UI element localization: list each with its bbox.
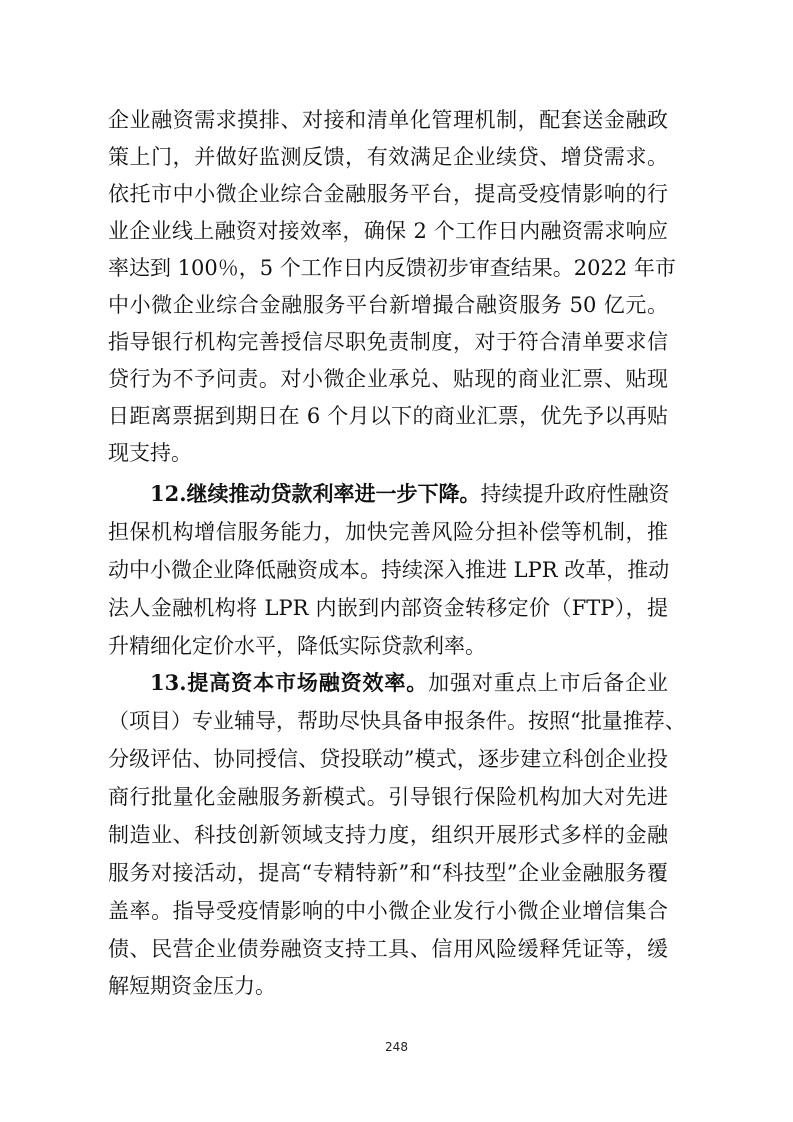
text-line: 盖率。指导受疫情影响的中小微企业发行小微企业增信集合 bbox=[108, 899, 668, 923]
text-line: 依托市中小微企业综合金融服务平台，提高受疫情影响的行 bbox=[108, 182, 668, 206]
text-line: （项目）专业辅导，帮助尽快具备申报条件。按照“批量推荐、 bbox=[108, 709, 686, 733]
text-line: 业企业线上融资对接效率，确保 2 个工作日内融资需求响应 bbox=[108, 219, 668, 243]
text-line: 现支持。 bbox=[108, 441, 192, 465]
text-line: 法人金融机构将 LPR 内嵌到内部资金转移定价（FTP），提 bbox=[108, 596, 668, 620]
section-13-heading-rest: 加强对重点上市后备企业 bbox=[428, 671, 668, 695]
text-line: 分级评估、协同授信、贷投联动”模式，逐步建立科创企业投 bbox=[108, 747, 668, 771]
text-line: 解短期资金压力。 bbox=[108, 974, 276, 998]
section-13-heading: 13.提高资本市场融资效率。 bbox=[150, 670, 429, 695]
text-line: 指导银行机构完善授信尽职免责制度，对于符合清单要求信 bbox=[108, 330, 668, 354]
section-12-first-line bbox=[150, 479, 668, 509]
text-line: 企业融资需求摸排、对接和清单化管理机制，配套送金融政 bbox=[108, 108, 668, 132]
text-line: 中小微企业综合金融服务平台新增撮合融资服务 50 亿元。 bbox=[108, 293, 668, 317]
text-line: 服务对接活动，提高“专精特新”和“科技型”企业金融服务覆 bbox=[108, 861, 668, 885]
text-line: 日距离票据到期日在 6 个月以下的商业汇票，优先予以再贴 bbox=[108, 404, 668, 428]
text-line: 商行批量化金融服务新模式。引导银行保险机构加大对先进 bbox=[108, 785, 668, 809]
text-line: 升精细化定价水平，降低实际贷款利率。 bbox=[108, 634, 486, 658]
text-line: 率达到 100％，5 个工作日内反馈初步审查结果。2022 年市 bbox=[108, 256, 676, 280]
section-13-first-line bbox=[150, 668, 668, 698]
text-line: 债、民营企业债券融资支持工具、信用风险缓释凭证等，缓 bbox=[108, 937, 668, 961]
page-number: 248 bbox=[385, 1040, 408, 1054]
text-line: 担保机构增信服务能力，加快完善风险分担补偿等机制，推 bbox=[108, 520, 668, 544]
text-line: 制造业、科技创新领域支持力度，组织开展形式多样的金融 bbox=[108, 823, 668, 847]
section-12-heading: 12.继续推动贷款利率进一步下降。 bbox=[150, 481, 481, 506]
text-line: 策上门，并做好监测反馈，有效满足企业续贷、增贷需求。 bbox=[108, 145, 668, 169]
text-line: 贷行为不予问责。对小微企业承兑、贴现的商业汇票、贴现 bbox=[108, 367, 668, 391]
section-12-heading-rest: 持续提升政府性融资 bbox=[480, 482, 670, 506]
text-line: 动中小微企业降低融资成本。持续深入推进 LPR 改革，推动 bbox=[108, 558, 670, 582]
